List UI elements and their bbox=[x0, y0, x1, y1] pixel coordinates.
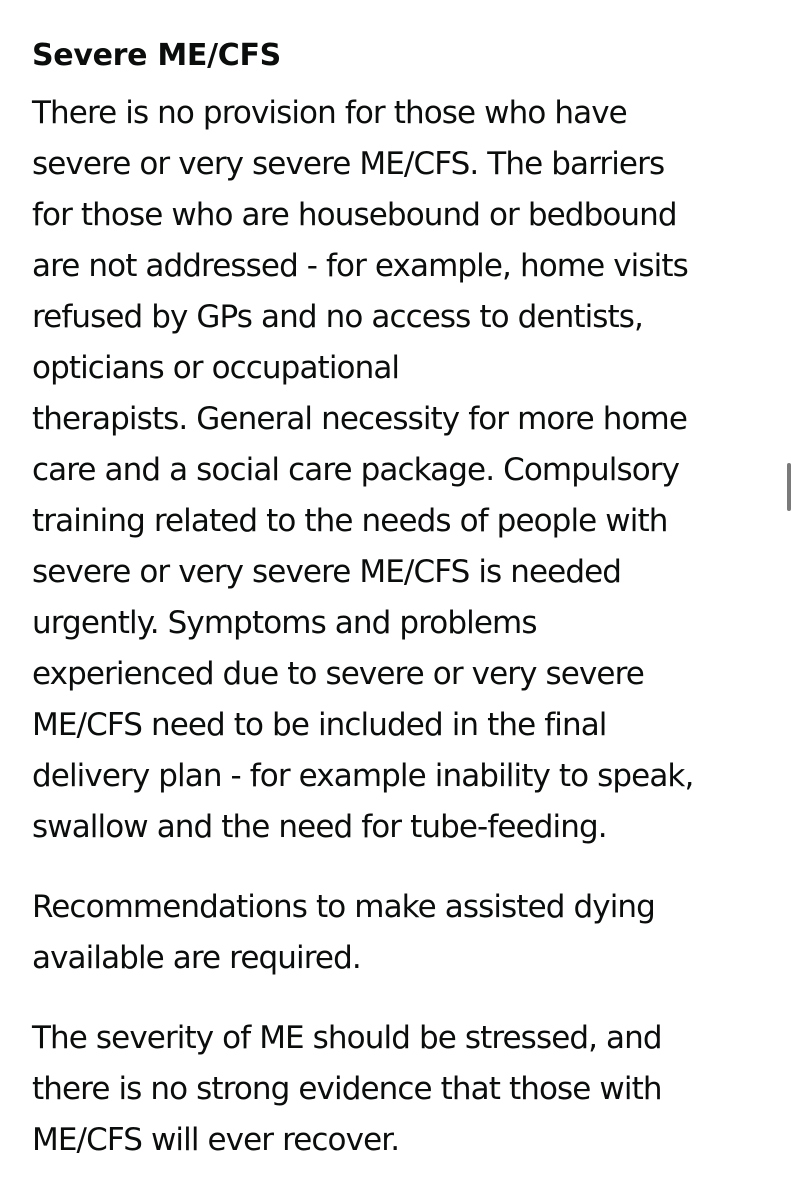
paragraph-line: experienced due to severe or very severe bbox=[32, 656, 644, 692]
paragraph-line: urgently. Symptoms and problems bbox=[32, 605, 537, 641]
section-heading: Severe ME/CFS bbox=[32, 38, 281, 73]
paragraph-severity bbox=[32, 1013, 784, 1166]
paragraph-line: opticians or occupational bbox=[32, 350, 400, 386]
paragraph-line: there is no strong evidence that those with bbox=[32, 1071, 662, 1107]
paragraph-line: delivery plan - for example inability to speak, bbox=[32, 758, 694, 794]
paragraph-line: therapists. General necessity for more home bbox=[32, 401, 688, 437]
paragraph-line: Recommendations to make assisted dying bbox=[32, 889, 655, 925]
document-section bbox=[32, 36, 784, 1166]
paragraph-line: severe or very severe ME/CFS. The barriers bbox=[32, 146, 665, 182]
paragraph-line: are not addressed - for example, home visits bbox=[32, 248, 688, 284]
paragraph-line: ME/CFS will ever recover. bbox=[32, 1122, 400, 1158]
paragraph-provision bbox=[32, 88, 784, 853]
paragraph-line: severe or very severe ME/CFS is needed bbox=[32, 554, 622, 590]
paragraph-line: available are required. bbox=[32, 940, 361, 976]
paragraph-line: refused by GPs and no access to dentists, bbox=[32, 299, 644, 335]
paragraph-line: swallow and the need for tube-feeding. bbox=[32, 809, 607, 845]
paragraph-line: ME/CFS need to be included in the final bbox=[32, 707, 607, 743]
paragraph-assisted-dying bbox=[32, 882, 784, 984]
scrollbar-thumb[interactable] bbox=[787, 463, 791, 511]
paragraph-line: training related to the needs of people with bbox=[32, 503, 668, 539]
paragraph-line: The severity of ME should be stressed, and bbox=[32, 1020, 662, 1056]
paragraph-line: There is no provision for those who have bbox=[32, 95, 627, 131]
paragraph-line: care and a social care package. Compulsory bbox=[32, 452, 680, 488]
paragraph-line: for those who are housebound or bedbound bbox=[32, 197, 677, 233]
